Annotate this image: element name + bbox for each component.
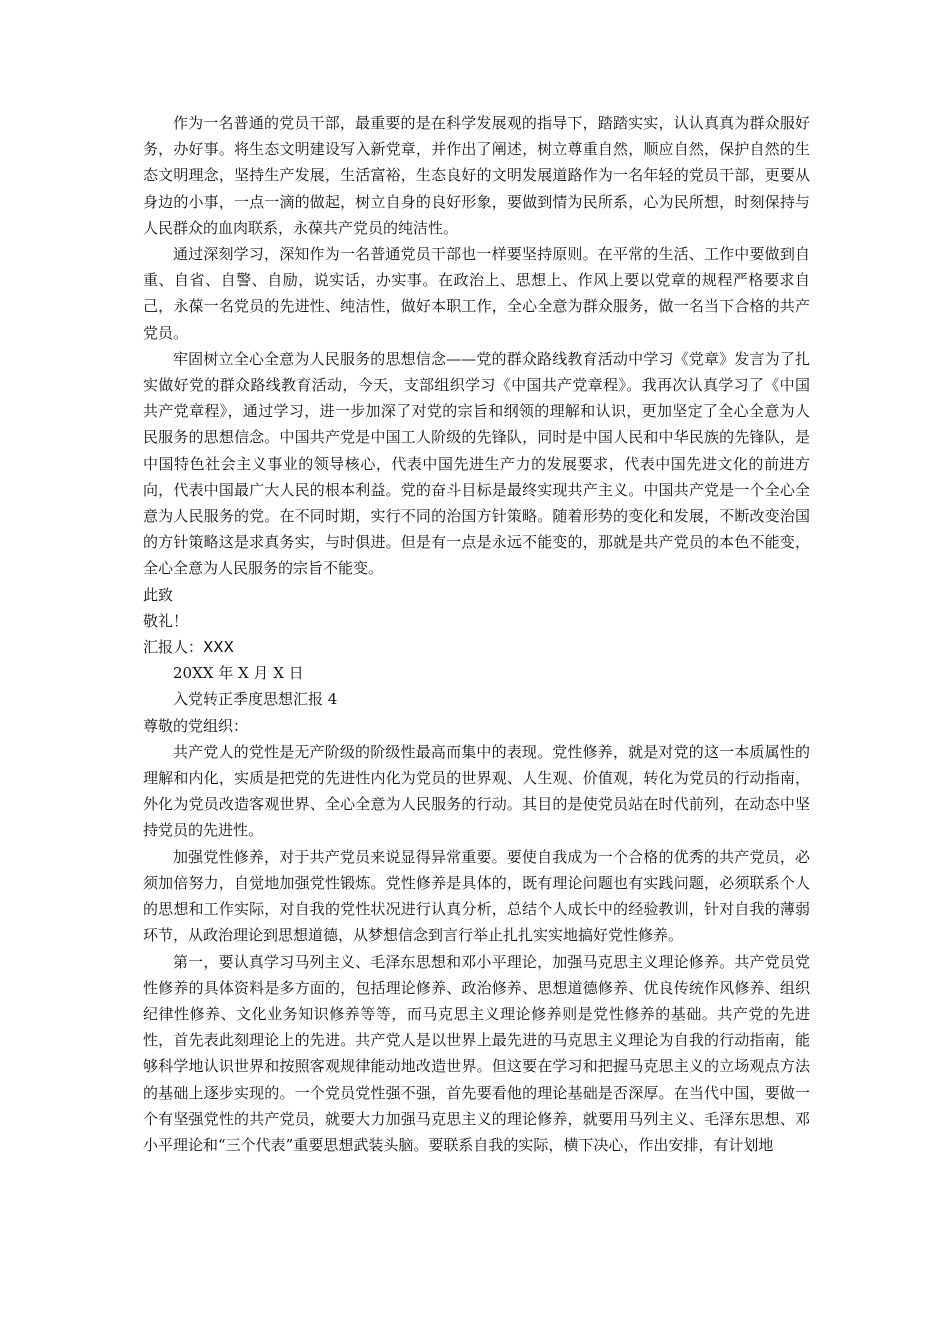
paragraph: 第一，要认真学习马列主义、毛泽东思想和邓小平理论，加强马克思主义理论修养。共产党员党性修养的具体资料是多方面的，包括理论修养、政治修养、思想道德修养、优良传统作风修养、组织纪律性修养、文化业务知识修养等等，而马克思主义理论修养则是党性修养的基础。共产党的先进性，首先表此刻理论上的先进。共产党人是以世界上最先进的马克思主义理论为自我的行动指南，能够科学地认识世界和按照客观规律能动地改造世界。但这要在学习和把握马克思主义的立场观点方法的基础上逐步实现的。一个党员党性强不强，首先要看他的理论基础是否深厚。在当代中国，要做一个有坚强党性的共产党员，就要大力加强马克思主义的理论修养，就要用马列主义、毛泽东思想、邓小平理论和“三个代表”重要思想武装头脑。要联系自我的实际，横下决心，作出安排，有计划地: [143, 952, 810, 1154]
salute-text: 敬礼！: [143, 611, 189, 630]
paragraph: 作为一名普通的党员干部，最重要的是在科学发展观的指导下，踏踏实实，认认真真为群众服好务，办好事。将生态文明建设写入新党章，并作出了阐述，树立尊重自然，顺应自然，保护自然的生态文明理念，坚持生产发展，生活富裕，生态良好的文明发展道路作为一名年轻的党员干部，更要从身边的小事，一点一滴的做起，树立自身的良好形象，要做到情为民所系，心为民所想，时刻保持与人民群众的血肉联系，永葆共产党员的纯洁性。: [143, 114, 810, 237]
document-page: [143, 110, 810, 1158]
paragraph: 通过深刻学习，深知作为一名普通党员干部也一样要坚持原则。在平常的生活、工作中要做到自重、自省、自警、自励，说实话，办实事。在政治上、思想上、作风上要以党章的规程严格要求自己，永葆一名党员的先进性、纯洁性，做好本职工作，全心全意为群众服务，做一名当下合格的共产党员。: [143, 245, 810, 342]
closing-text: 此致: [143, 585, 174, 604]
paragraph: 牢固树立全心全意为人民服务的思想信念——党的群众路线教育活动中学习《党章》发言为了扎实做好党的群众路线教育活动，今天，支部组织学习《中国共产党章程》。我再次认真学习了《中国共产党章程》，通过学习，进一步加深了对党的宗旨和纲领的理解和认识，更加坚定了全心全意为人民服务的思想信念。中国共产党是中国工人阶级的先锋队，同时是中国人民和中华民族的先锋队，是中国特色社会主义事业的领导核心，代表中国先进生产力的发展要求，代表中国先进文化的前进方向，代表中国最广大人民的根本利益。党的奋斗目标是最终实现共产主义。中国共产党是一个全心全意为人民服务的党。在不同时期，实行不同的治国方针策略。随着形势的变化和发展，不断改变治国的方针策略这是求真务实，与时俱进。但是有一点是永远不能变的，那就是共产党员的本色不能变，全心全意为人民服务的宗旨不能变。: [143, 349, 810, 578]
section-title: 入党转正季度思想汇报 4: [173, 690, 338, 709]
reporter-label: 汇报人：: [143, 638, 204, 657]
greeting: 尊敬的党组织：: [143, 716, 249, 735]
paragraph: 共产党人的党性是无产阶级的阶级性最高而集中的表现。党性修养，就是对党的这一本质属性的理解和内化，实质是把党的先进性内化为党员的世界观、人生观、价值观，转化为党员的行动指南，外化为党员改造客观世界、全心全意为人民服务的行动。其目的是使党员站在时代前列，在动态中坚持党员的先进性。: [143, 742, 810, 840]
reporter-name: XXX: [203, 638, 234, 657]
reporter-line: [143, 634, 810, 660]
paragraph: 加强党性修养，对于共产党员来说显得异常重要。要使自我成为一个合格的优秀的共产党员，必须加倍努力，自觉地加强党性锻炼。党性修养是具体的，既有理论问题也有实践问题，必须联系个人的思想和工作实际，对自我的党性状况进行认真分析，总结个人成长中的经验教训，针对自我的薄弱环节，从政治理论到思想道德，从梦想信念到言行举止扎扎实实地搞好党性修养。: [143, 847, 810, 945]
report-date: 20XX 年 X 月 X 日: [173, 664, 304, 683]
